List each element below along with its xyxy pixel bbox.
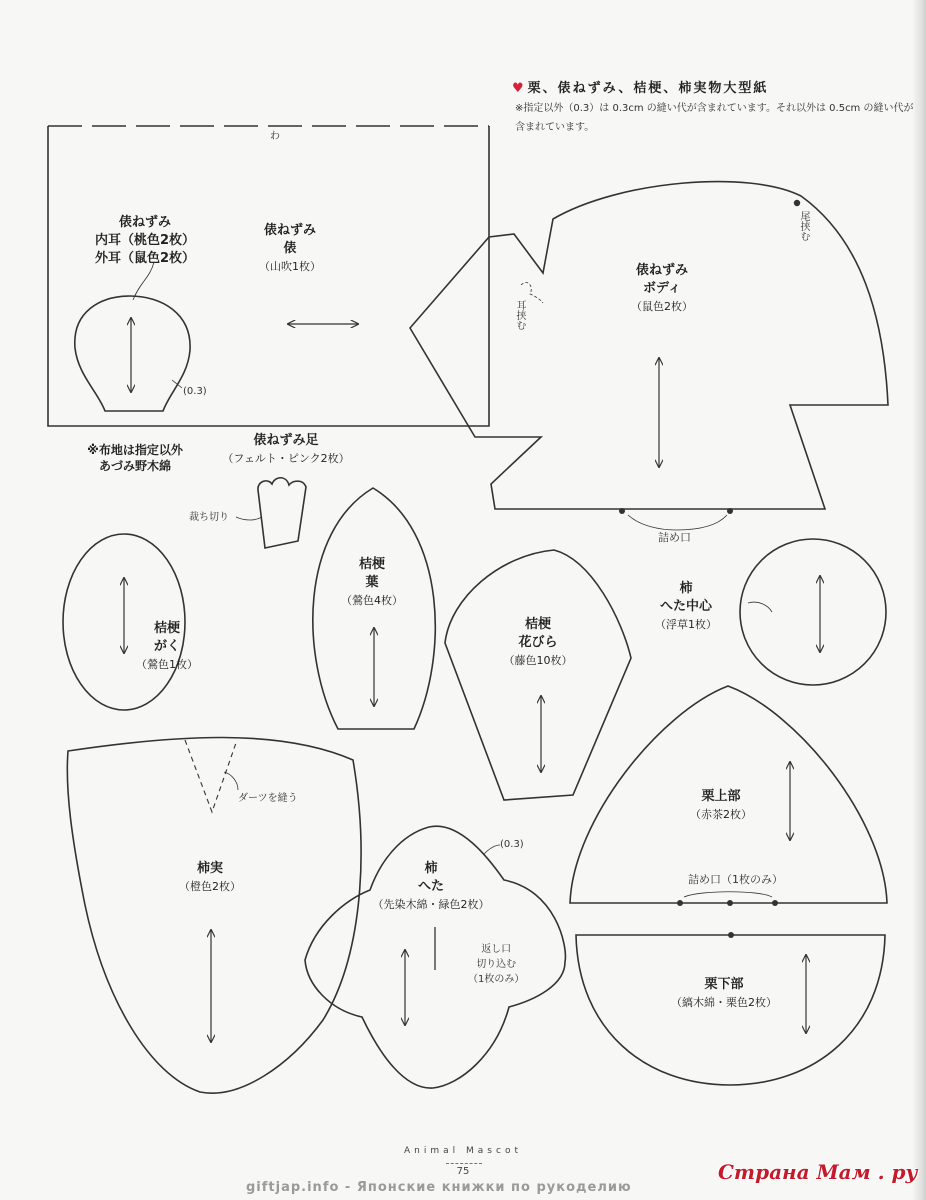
ear-insert-note: 耳挟む <box>514 300 525 330</box>
calyx-label <box>136 620 198 674</box>
persimmon-calyx-allowance: (0.3) <box>500 839 524 850</box>
chestnut-bottom-detail: （縞木綿・栗色2枚） <box>671 996 777 1009</box>
persimmon-name: 柿実 <box>196 861 223 876</box>
calyx-name2: がく <box>153 639 180 654</box>
fold-mark: わ <box>270 131 280 142</box>
leaf-detail: （鶯色4枚） <box>341 594 403 607</box>
chestnut-top-opening-leader <box>684 892 772 897</box>
chestnut-top-mark-3 <box>772 900 778 906</box>
persimmon-calyx-name2: へた <box>417 879 444 894</box>
leaf-name2: 葉 <box>365 575 379 590</box>
calyx-center-leader <box>748 602 772 612</box>
calyx-center-name2: へた中心 <box>659 599 712 614</box>
persimmon-dart <box>185 740 237 812</box>
ear-allowance: (0.3) <box>183 386 207 397</box>
opening-mark-left <box>619 508 625 514</box>
ear-label <box>95 214 195 268</box>
chestnut-top-detail: （赤茶2枚） <box>690 808 752 821</box>
persimmon-calyx-allowance-leader <box>484 845 500 854</box>
calyx-center-outline <box>740 539 886 685</box>
return-opening-line3: （1枚のみ） <box>468 974 525 985</box>
fabric-note <box>87 442 183 474</box>
foot-detail: （フェルト・ピンク2枚） <box>222 452 350 465</box>
chestnut-bottom-name: 栗下部 <box>704 977 744 992</box>
calyx-center-detail: （浮草1枚） <box>655 618 717 631</box>
title-text: 栗、俵ねずみ、桔梗、柿実物大型紙 <box>527 81 769 96</box>
watermark-giftjap: giftjap.info - Японские книжки по рукоделию <box>246 1180 632 1195</box>
calyx-detail: （鶯色1枚） <box>136 658 198 671</box>
return-opening-line1: 返し口 <box>481 944 512 955</box>
chestnut-bottom-mark <box>728 932 734 938</box>
opening-leader <box>628 515 727 530</box>
petal-name2: 花びら <box>518 635 558 650</box>
chestnut-top-name: 栗上部 <box>701 789 741 804</box>
persimmon-dart-note: ダーツを縫う <box>238 793 298 804</box>
petal-label <box>504 616 573 670</box>
tawara-body-detail: （山吹1枚） <box>259 260 321 273</box>
ear-name: 俵ねずみ <box>118 215 172 230</box>
tawara-body-label <box>259 222 321 276</box>
petal-name: 桔梗 <box>524 617 551 632</box>
calyx-center-label <box>655 580 717 634</box>
page-number: 75 <box>456 1166 470 1177</box>
persimmon-dart-leader <box>224 772 238 790</box>
foot-cut-note: 裁ち切り <box>189 512 229 523</box>
tail-mark <box>794 200 800 206</box>
calyx-center-name: 柿 <box>679 581 693 596</box>
foot-outline <box>258 478 306 548</box>
heart-icon: ♥ <box>512 81 526 96</box>
mouse-body-detail: （鼠色2枚） <box>631 300 693 313</box>
book-title: Animal Mascot <box>404 1146 522 1156</box>
mouse-body-name2: ボディ <box>643 281 681 296</box>
persimmon-detail: （橙色2枚） <box>179 880 241 893</box>
watermark-stranamam: Страна Мам . ру <box>718 1160 918 1184</box>
chestnut-top-mark-2 <box>727 900 733 906</box>
persimmon-outline <box>67 737 361 1093</box>
foot-cut-leader <box>236 517 262 520</box>
tail-note: 尾挟む <box>798 211 809 241</box>
mouse-body-outline <box>410 182 888 509</box>
petal-outline <box>445 550 631 800</box>
mouse-opening-note: 詰め口 <box>658 531 691 544</box>
leaf-label <box>341 556 403 610</box>
chestnut-top-opening-note: 詰め口（1枚のみ） <box>688 873 783 886</box>
calyx-name: 桔梗 <box>153 621 180 636</box>
chestnut-bottom-label <box>671 976 777 1012</box>
persimmon-calyx-label <box>373 860 490 914</box>
leaf-name: 桔梗 <box>358 557 385 572</box>
mouse-body-name: 俵ねずみ <box>635 263 688 278</box>
persimmon-label <box>179 860 241 896</box>
fabric-note-line2: あづみ野木綿 <box>98 459 172 473</box>
chestnut-top-label <box>690 788 752 824</box>
return-opening-note <box>468 942 524 987</box>
petal-detail: （藤色10枚） <box>503 654 573 667</box>
ear-outline <box>75 296 190 411</box>
persimmon-calyx-detail: （先染木綿・緑色2枚） <box>372 898 490 911</box>
ear-outer: 外耳（鼠色2枚） <box>94 251 196 266</box>
foot-label <box>222 432 349 468</box>
tawara-body-name2: 俵 <box>283 241 297 256</box>
ear-inner: 内耳（桃色2枚） <box>94 233 196 248</box>
foot-name: 俵ねずみ足 <box>253 433 319 448</box>
seam-allowance-note: ※指定以外（0.3）は 0.3cm の縫い代が含まれています。それ以外は 0.5cm の縫い代が含まれています。 <box>515 103 914 133</box>
persimmon-calyx-name: 柿 <box>424 861 438 876</box>
tawara-body-name: 俵ねずみ <box>263 223 316 238</box>
mouse-body-label <box>631 262 693 316</box>
fabric-note-line1: ※布地は指定以外 <box>87 443 183 457</box>
opening-mark-right <box>727 508 733 514</box>
tawara-body-outline <box>48 126 489 426</box>
return-opening-line2: 切り込む <box>476 959 517 970</box>
chestnut-top-mark-1 <box>677 900 683 906</box>
footer-divider <box>446 1163 482 1164</box>
